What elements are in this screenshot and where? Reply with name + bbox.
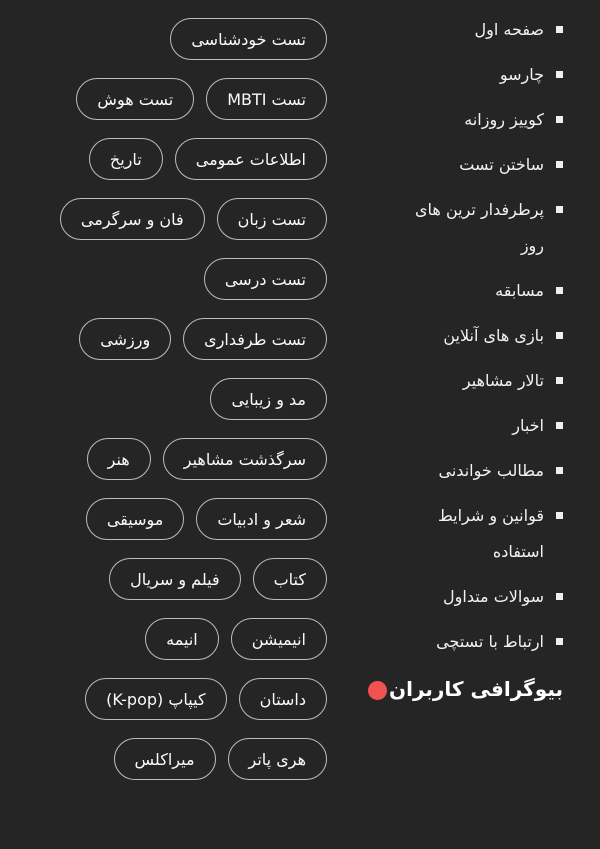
bullet-square-icon <box>556 206 563 213</box>
bullet-square-icon <box>556 422 563 429</box>
category-pill[interactable]: انیمیشن <box>231 618 327 660</box>
pill-row <box>0 378 327 420</box>
menu-item[interactable] <box>360 318 563 354</box>
category-pill[interactable]: هنر <box>87 438 151 480</box>
menu-item-label: بازی های آنلاین <box>443 326 544 345</box>
menu-item-label: مسابقه <box>495 281 544 300</box>
menu-item-label: چارسو <box>499 65 544 84</box>
pill-row <box>0 498 327 540</box>
bullet-square-icon <box>556 638 563 645</box>
menu-item-label: کوییز روزانه <box>464 110 544 129</box>
category-pill[interactable]: شعر و ادبیات <box>196 498 327 540</box>
pill-row <box>0 78 327 120</box>
category-pill[interactable]: تست طرفداری <box>183 318 327 360</box>
menu-item[interactable] <box>360 57 563 93</box>
category-pill[interactable]: اطلاعات عمومی <box>175 138 327 180</box>
pill-row <box>0 618 327 660</box>
menu-item[interactable] <box>360 579 563 615</box>
category-pill[interactable]: ورزشی <box>79 318 171 360</box>
pill-row <box>0 558 327 600</box>
menu-item-label: اخبار <box>512 416 544 435</box>
category-pill[interactable]: تست درسی <box>204 258 327 300</box>
menu-item[interactable] <box>360 192 563 264</box>
category-pill[interactable]: تست هوش <box>76 78 194 120</box>
category-pill[interactable]: کتاب <box>253 558 327 600</box>
category-pill[interactable]: فیلم و سریال <box>109 558 241 600</box>
category-pill[interactable]: تست زبان <box>217 198 327 240</box>
bullet-square-icon <box>556 116 563 123</box>
bullet-square-icon <box>556 26 563 33</box>
category-pill[interactable]: موسیقی <box>86 498 185 540</box>
menu-item[interactable] <box>360 273 563 309</box>
main-nav-column <box>350 0 600 849</box>
bullet-square-icon <box>556 332 563 339</box>
main-nav-list <box>360 12 563 709</box>
bullet-square-icon <box>556 161 563 168</box>
category-pill[interactable]: سرگذشت مشاهیر <box>163 438 327 480</box>
pill-row <box>0 198 327 240</box>
menu-item-label: صفحه اول <box>474 20 544 39</box>
menu-item[interactable] <box>360 624 563 660</box>
menu-item-highlight[interactable] <box>360 669 563 709</box>
category-pill[interactable]: کیپاپ (K-pop) <box>85 678 226 720</box>
pill-row <box>0 318 327 360</box>
red-dot-icon <box>368 681 387 700</box>
menu-item-label: تالار مشاهیر <box>462 371 544 390</box>
menu-item-label: بیوگرافی کاربران <box>389 677 563 701</box>
pill-row <box>0 438 327 480</box>
category-pill[interactable]: میراکلس <box>114 738 216 780</box>
bullet-square-icon <box>556 593 563 600</box>
menu-item[interactable] <box>360 147 563 183</box>
category-pill[interactable]: مد و زیبایی <box>210 378 327 420</box>
menu-item[interactable] <box>360 453 563 489</box>
category-pill[interactable]: تاریخ <box>89 138 163 180</box>
bullet-square-icon <box>556 377 563 384</box>
category-pill[interactable]: داستان <box>239 678 327 720</box>
pill-row <box>0 18 327 60</box>
menu-item[interactable] <box>360 363 563 399</box>
menu-item-label: سوالات متداول <box>443 587 544 606</box>
bullet-square-icon <box>556 287 563 294</box>
menu-item-label: مطالب خواندنی <box>438 461 544 480</box>
bullet-square-icon <box>556 71 563 78</box>
pill-row <box>0 258 327 300</box>
menu-item[interactable] <box>360 102 563 138</box>
menu-item[interactable] <box>360 498 563 570</box>
menu-item[interactable] <box>360 12 563 48</box>
bullet-square-icon <box>556 467 563 474</box>
pill-row <box>0 138 327 180</box>
pill-row <box>0 738 327 780</box>
category-pill[interactable]: فان و سرگرمی <box>60 198 205 240</box>
bullet-square-icon <box>556 512 563 519</box>
menu-item-label: ساختن تست <box>459 155 544 174</box>
category-pill-group <box>0 18 327 780</box>
menu-item-label: ارتباط با تستچی <box>436 632 544 651</box>
pill-row <box>0 678 327 720</box>
category-pill[interactable]: هری پاتر <box>228 738 327 780</box>
menu-item[interactable] <box>360 408 563 444</box>
menu-item-label: قوانین و شرایط استفاده <box>437 506 544 561</box>
menu-item-label: پرطرفدار ترین های روز <box>415 200 544 255</box>
category-pill[interactable]: انیمه <box>145 618 219 660</box>
category-pill[interactable]: تست MBTI <box>206 78 327 120</box>
category-pill[interactable]: تست خودشناسی <box>170 18 327 60</box>
